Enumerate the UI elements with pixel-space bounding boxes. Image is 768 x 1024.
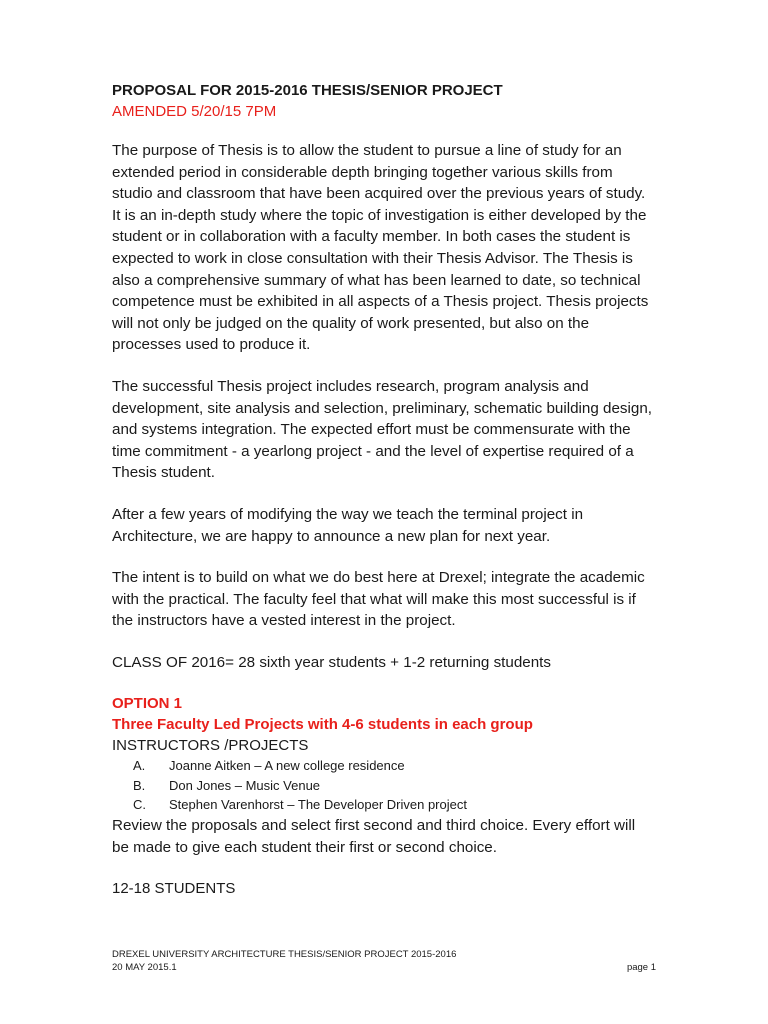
document-title: PROPOSAL FOR 2015-2016 THESIS/SENIOR PROJECT — [112, 82, 503, 99]
paragraph-new-plan: After a few years of modifying the way we teach the terminal project in Architecture, we are happy to announce a new plan for next year. — [112, 505, 584, 545]
list-item-letter: B. — [133, 777, 146, 793]
students-count: 12-18 STUDENTS — [112, 880, 236, 898]
list-item-text: Stephen Varenhorst – The Developer Driven project — [169, 797, 467, 813]
footer-title: DREXEL UNIVERSITY ARCHITECTURE THESIS/SENIOR PROJECT 2015-2016 — [112, 949, 457, 960]
paragraph-class-size: CLASS OF 2016= 28 sixth year students + 1-2 returning students — [112, 653, 551, 671]
list-item-letter: C. — [133, 797, 146, 813]
list-item-text: Joanne Aitken – A new college residence — [169, 758, 405, 774]
project-list — [112, 756, 652, 815]
paragraph-purpose: The purpose of Thesis is to allow the student to pursue a line of study for an extended period in considerable depth bringing together various skills from studio and classroom that have been acquired over the previous years of study. It is an in-depth study where the topic of investigation is either developed by the student or in collaboration with a faculty member. In both cases the student is expected to work in close consultation with their Thesis Advisor. The Thesis is also a comprehensive summary of what has been learned to date, so technical competence must be exhibited in all aspects of a Thesis project. Thesis projects will not only be judged on the quality of work presented, but also on the processes used to produce it. — [112, 142, 649, 354]
list-item-text: Don Jones – Music Venue — [169, 777, 321, 793]
paragraph-successful-thesis: The successful Thesis project includes research, program analysis and development, site analysis and selection, preliminary, schematic building design, and systems integration. The expected effort must be commensurate with the time commitment - a yearlong project - and the level of expertise required of a Thesis student. — [112, 377, 653, 482]
list-item — [112, 756, 652, 776]
document-page — [112, 80, 652, 899]
option-subheading: Three Faculty Led Projects with 4-6 students in each group — [112, 716, 533, 734]
amended-note: AMENDED 5/20/15 7PM — [112, 103, 277, 120]
list-item-letter: A. — [133, 758, 146, 774]
option-heading: OPTION 1 — [112, 695, 183, 713]
paragraph-intent: The intent is to build on what we do best here at Drexel; integrate the academic with the practical. The faculty feel that what will make this most successful is if the instructors have a vested interest in the project. — [112, 569, 645, 630]
list-item — [112, 795, 652, 815]
instructors-label: INSTRUCTORS /PROJECTS — [112, 737, 309, 755]
footer-date: 20 MAY 2015.1 — [112, 962, 177, 973]
page-number: page 1 — [626, 962, 656, 973]
page-footer — [112, 948, 656, 974]
footer-row — [112, 961, 656, 974]
review-instructions: Review the proposals and select first second and third choice. Every effort will be made to give each student their first or second choice. — [112, 816, 636, 856]
list-item — [112, 776, 652, 796]
